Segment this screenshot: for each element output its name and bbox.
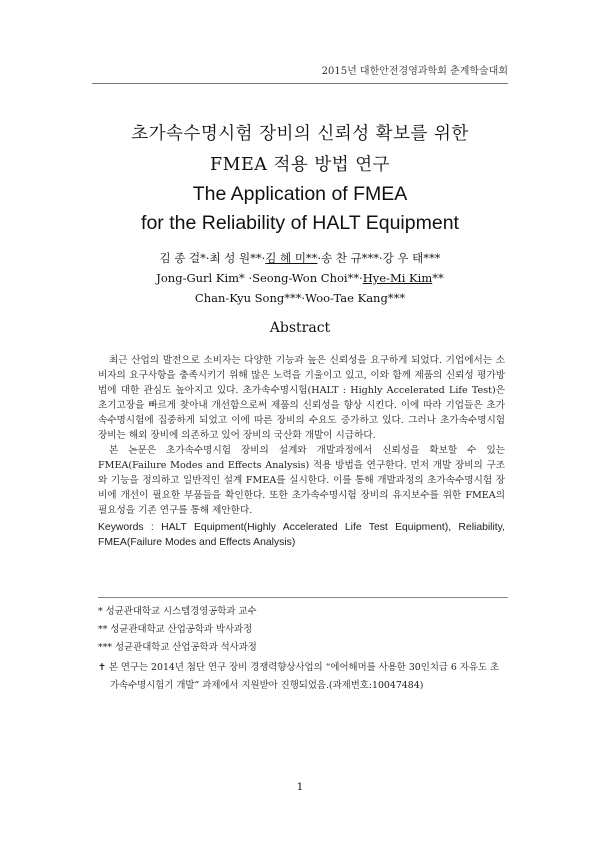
authors-ko-part2: ·송 찬 규***·강 우 태***	[317, 251, 441, 265]
authors-korean	[40, 248, 560, 268]
abstract-paragraph-1: 최근 산업의 발전으로 소비자는 다양한 기능과 높은 신뢰성을 요구하게 되었다. 기업에서는 소비자의 요구사항을 충족시키기 위해 많은 노력을 기울이고 있고, 이와 함께 제품의 신뢰성 평가방법에 대한 관심도 높아지고 있다. 초가속수명시험(HALT : Highly Accelerated Life Test)은 초기고장을 빠르게 찾아내 개선함으로써 제품의 신뢰성을 향상 시킨다. 이에 따라 기업들은 초가속수명시험에 집중하게 되었고 이에 따른 장비의 수요도 증가하고 있다. 그러나 초가속수명시험 장비는 해외 장비에 의존하고 있어 장비의 국산화 개발이 시급하다.	[98, 355, 505, 441]
footnote-1: * 성균관대학교 시스템경영공학과 교수	[98, 606, 257, 617]
english-title-line2: for the Reliability of HALT Equipment	[141, 212, 459, 234]
english-title-line1: The Application of FMEA	[192, 183, 408, 205]
author-list	[40, 248, 560, 308]
keywords: Keywords : HALT Equipment(Highly Accelerated Life Test Equipment), Reliability, FMEA(Failure Modes and Effects Analysis)	[98, 522, 505, 548]
author-ko-underlined: 김 혜 미**	[265, 251, 318, 265]
abstract-body	[98, 353, 505, 550]
authors-ko-part1: 김 종 걸*·최 성 원**·	[159, 251, 266, 265]
authors-english-line2: Chan-Kyu Song***·Woo-Tae Kang***	[194, 291, 406, 305]
funding-note: ✝ 본 연구는 2014년 첨단 연구 장비 경쟁력향상사업의 “에어해머를 사용한 30인치급 6 자유도 초가속수명시험기 개발” 과제에서 지원받아 진행되었음.(과제번호:10047484)	[98, 662, 500, 691]
footnote-2: ** 성균관대학교 산업공학과 박사과정	[98, 624, 253, 635]
footnote-3: *** 성균관대학교 산업공학과 석사과정	[98, 642, 257, 653]
abstract-paragraph-2: 본 논문은 초가속수명시험 장비의 설계와 개발과정에서 신뢰성을 확보할 수 있는 FMEA(Failure Modes and Effects Analysis) 적용 방법을 연구한다. 먼저 개발 장비의 구조와 기능을 정의하고 일반적인 설계 FMEA를 실시한다. 이를 통해 개발과정의 초가속수명시험 장비에 개선이 필요한 부품들을 확인한다. 또한 초가속수명시험 장비의 유지보수를 위한 FMEA의 필요성을 기존 연구를 통해 제안한다.	[98, 445, 505, 516]
korean-title-line2: FMEA 적용 방법 연구	[209, 155, 391, 175]
authors-en1-part2: **	[432, 271, 444, 285]
authors-english-line1	[40, 268, 560, 288]
abstract-heading: Abstract	[269, 320, 331, 336]
conference-name: 2015년 대한안전경영과학회 춘계학술대회	[321, 66, 508, 77]
paper-title	[40, 122, 560, 236]
footnotes	[98, 597, 508, 695]
author-en-underlined: Hye-Mi Kim	[362, 271, 433, 285]
korean-title-line1: 초가속수명시험 장비의 신뢰성 확보를 위한	[131, 124, 469, 144]
page-number: 1	[296, 781, 304, 793]
running-header	[92, 62, 508, 84]
authors-en1-part1: Jong-Gurl Kim* ·Seong-Won Choi**·	[156, 271, 363, 285]
